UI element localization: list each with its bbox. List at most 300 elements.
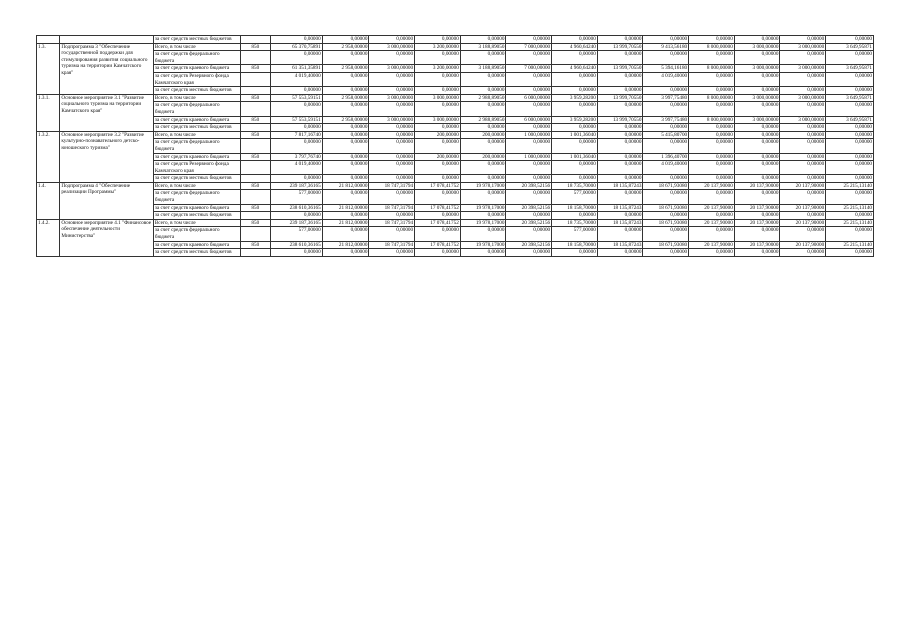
- funding-source-cell: за счет средств краевого бюджета: [153, 204, 240, 212]
- funding-source-cell: за счет средств федерального бюджета: [153, 227, 240, 241]
- amount-cell: 200,00000: [415, 131, 461, 139]
- amount-cell: 0,00000: [597, 87, 643, 95]
- funding-source-cell: за счет средств местных бюджетов: [153, 249, 240, 257]
- amount-cell: 0,00000: [689, 190, 735, 204]
- amount-cell: 0,00000: [689, 51, 735, 65]
- amount-cell: 0,00000: [597, 139, 643, 153]
- amount-cell: 0,00000: [597, 51, 643, 65]
- amount-cell: 0,00000: [322, 102, 369, 116]
- amount-cell: 0,00000: [270, 175, 322, 183]
- funding-source-cell: за счет средств местных бюджетов: [153, 212, 240, 220]
- amount-cell: 0,00000: [643, 249, 689, 257]
- amount-cell: 0,00000: [780, 36, 826, 44]
- amount-cell: 19 978,17000: [460, 219, 506, 227]
- amount-cell: 0,00000: [597, 36, 643, 44]
- amount-cell: 3 000,00000: [369, 94, 415, 102]
- amount-cell: 0,00000: [734, 175, 780, 183]
- amount-cell: 3 959,28200: [552, 94, 598, 102]
- amount-cell: 19 978,17000: [460, 241, 506, 249]
- amount-cell: 0,00000: [415, 227, 461, 241]
- amount-cell: 1 001,36040: [552, 153, 598, 161]
- code-cell: [240, 212, 270, 220]
- amount-cell: 0,00000: [415, 212, 461, 220]
- amount-cell: 0,00000: [322, 87, 369, 95]
- funding-source-cell: за счет средств местных бюджетов: [153, 36, 240, 44]
- code-cell: 850: [240, 65, 270, 73]
- amount-cell: 0,00000: [734, 139, 780, 153]
- amount-cell: 13 999,70550: [597, 43, 643, 51]
- funding-source-cell: за счет средств федерального бюджета: [153, 51, 240, 65]
- amount-cell: 0,00000: [643, 102, 689, 116]
- amount-cell: 0,00000: [780, 102, 826, 116]
- amount-cell: 2 958,00000: [322, 94, 369, 102]
- amount-cell: 25 215,13140: [826, 219, 874, 227]
- amount-cell: 6 000,00000: [506, 116, 552, 124]
- amount-cell: 18 735,70000: [552, 219, 598, 227]
- funding-source-cell: за счет средств местных бюджетов: [153, 124, 240, 132]
- amount-cell: 0,00000: [597, 124, 643, 132]
- table-row: [37, 241, 874, 249]
- code-cell: [240, 36, 270, 44]
- amount-cell: 0,00000: [415, 161, 461, 175]
- funding-source-cell: Всего, в том числе: [153, 219, 240, 227]
- amount-cell: 2 988,89050: [460, 94, 506, 102]
- amount-cell: 20 137,90000: [734, 219, 780, 227]
- code-cell: 850: [240, 182, 270, 190]
- amount-cell: 0,00000: [415, 87, 461, 95]
- amount-cell: 239 187,36165: [270, 182, 322, 190]
- item-name-cell: Основное мероприятие 3.1 "Развитие социального туризма на территории Камчатского края": [60, 94, 153, 131]
- amount-cell: 20 137,90000: [734, 241, 780, 249]
- item-number-cell: 1.4.2.: [37, 219, 60, 256]
- amount-cell: 2 958,00000: [322, 43, 369, 51]
- amount-cell: 0,00000: [506, 161, 552, 175]
- amount-cell: 0,00000: [460, 102, 506, 116]
- funding-source-cell: Всего, в том числе: [153, 94, 240, 102]
- amount-cell: 20 137,90000: [689, 204, 735, 212]
- amount-cell: 8 000,00000: [689, 43, 735, 51]
- amount-cell: 238 610,36165: [270, 204, 322, 212]
- amount-cell: 0,00000: [506, 249, 552, 257]
- amount-cell: 5 394,16180: [643, 65, 689, 73]
- amount-cell: 0,00000: [369, 131, 415, 139]
- amount-cell: 577,00000: [270, 227, 322, 241]
- amount-cell: 0,00000: [369, 51, 415, 65]
- amount-cell: 18 671,93080: [643, 204, 689, 212]
- code-cell: 850: [240, 131, 270, 139]
- amount-cell: 0,00000: [826, 51, 874, 65]
- amount-cell: 0,00000: [506, 139, 552, 153]
- amount-cell: 0,00000: [369, 212, 415, 220]
- amount-cell: 3 000,00000: [780, 65, 826, 73]
- amount-cell: 1 396,40700: [643, 153, 689, 161]
- amount-cell: 0,00000: [322, 36, 369, 44]
- amount-cell: 0,00000: [689, 102, 735, 116]
- amount-cell: 3 000,00000: [415, 94, 461, 102]
- amount-cell: 0,00000: [460, 51, 506, 65]
- code-cell: [240, 87, 270, 95]
- item-number-cell: 1.3.2.: [37, 131, 60, 182]
- amount-cell: 3 649,95871: [826, 94, 874, 102]
- amount-cell: 3 000,00000: [734, 116, 780, 124]
- amount-cell: 0,00000: [780, 51, 826, 65]
- amount-cell: 0,00000: [643, 124, 689, 132]
- amount-cell: 0,00000: [415, 249, 461, 257]
- amount-cell: 0,00000: [734, 51, 780, 65]
- amount-cell: 0,00000: [415, 72, 461, 86]
- table-row: [37, 182, 874, 190]
- funding-source-cell: за счет средств краевого бюджета: [153, 116, 240, 124]
- amount-cell: 0,00000: [826, 212, 874, 220]
- amount-cell: 18 747,31794: [369, 182, 415, 190]
- amount-cell: 0,00000: [689, 36, 735, 44]
- amount-cell: 0,00000: [643, 51, 689, 65]
- amount-cell: 17 078,41752: [415, 241, 461, 249]
- code-cell: [240, 249, 270, 257]
- amount-cell: 0,00000: [826, 249, 874, 257]
- amount-cell: 0,00000: [597, 249, 643, 257]
- amount-cell: 4 960,64240: [552, 43, 598, 51]
- amount-cell: 9 413,56180: [643, 43, 689, 51]
- amount-cell: 18 135,87243: [597, 219, 643, 227]
- amount-cell: 0,00000: [322, 51, 369, 65]
- amount-cell: 0,00000: [415, 124, 461, 132]
- amount-cell: 0,00000: [270, 139, 322, 153]
- amount-cell: 0,00000: [780, 87, 826, 95]
- table-row: [37, 65, 874, 73]
- amount-cell: 0,00000: [506, 87, 552, 95]
- amount-cell: 0,00000: [270, 36, 322, 44]
- amount-cell: 0,00000: [460, 212, 506, 220]
- amount-cell: 18 747,31794: [369, 241, 415, 249]
- amount-cell: 0,00000: [734, 249, 780, 257]
- amount-cell: 0,00000: [552, 175, 598, 183]
- amount-cell: 0,00000: [322, 190, 369, 204]
- amount-cell: 0,00000: [689, 131, 735, 139]
- amount-cell: 0,00000: [689, 139, 735, 153]
- amount-cell: 0,00000: [734, 131, 780, 139]
- code-cell: [240, 190, 270, 204]
- amount-cell: 18 135,87243: [597, 182, 643, 190]
- amount-cell: 4 960,64240: [552, 65, 598, 73]
- amount-cell: 20 398,52156: [506, 204, 552, 212]
- amount-cell: 0,00000: [552, 87, 598, 95]
- amount-cell: 3 000,00000: [780, 94, 826, 102]
- amount-cell: 65 370,75891: [270, 43, 322, 51]
- amount-cell: 20 398,52156: [506, 182, 552, 190]
- amount-cell: 0,00000: [460, 227, 506, 241]
- amount-cell: 0,00000: [780, 227, 826, 241]
- amount-cell: 238 610,36165: [270, 241, 322, 249]
- code-cell: [240, 102, 270, 116]
- amount-cell: 0,00000: [689, 87, 735, 95]
- amount-cell: 200,00000: [460, 153, 506, 161]
- amount-cell: 0,00000: [780, 124, 826, 132]
- amount-cell: 3 000,00000: [780, 43, 826, 51]
- amount-cell: 4 019,40000: [270, 161, 322, 175]
- amount-cell: 0,00000: [597, 153, 643, 161]
- amount-cell: 0,00000: [506, 190, 552, 204]
- amount-cell: 20 398,52156: [506, 241, 552, 249]
- table-row: [37, 190, 874, 204]
- table-row: [37, 219, 874, 227]
- amount-cell: 8 000,00000: [689, 116, 735, 124]
- funding-source-cell: Всего, в том числе: [153, 43, 240, 51]
- amount-cell: 0,00000: [415, 175, 461, 183]
- amount-cell: 0,00000: [597, 72, 643, 86]
- amount-cell: 0,00000: [460, 139, 506, 153]
- amount-cell: 0,00000: [734, 161, 780, 175]
- amount-cell: 19 978,17000: [460, 182, 506, 190]
- amount-cell: 0,00000: [780, 161, 826, 175]
- amount-cell: 17 078,41752: [415, 219, 461, 227]
- amount-cell: 3 200,00000: [415, 65, 461, 73]
- amount-cell: 19 978,17000: [460, 204, 506, 212]
- funding-source-cell: за счет средств федерального бюджета: [153, 102, 240, 116]
- amount-cell: 3 188,89050: [460, 65, 506, 73]
- amount-cell: 0,00000: [552, 72, 598, 86]
- amount-cell: 13 999,70550: [597, 65, 643, 73]
- amount-cell: 0,00000: [826, 227, 874, 241]
- amount-cell: 20 137,90000: [734, 182, 780, 190]
- amount-cell: 18 671,93080: [643, 182, 689, 190]
- amount-cell: 3 000,00000: [369, 65, 415, 73]
- amount-cell: 3 000,00000: [369, 116, 415, 124]
- item-name-cell: [60, 36, 153, 44]
- amount-cell: 0,00000: [734, 36, 780, 44]
- amount-cell: 0,00000: [643, 36, 689, 44]
- amount-cell: 0,00000: [322, 153, 369, 161]
- amount-cell: 0,00000: [506, 175, 552, 183]
- funding-source-cell: за счет средств Резервного фонда Камчатского края: [153, 72, 240, 86]
- amount-cell: 0,00000: [369, 249, 415, 257]
- item-name-cell: Подпрограмма 3 "Обеспечение государственной поддержки для стимулирования развития социального туризма на территории Камчатского края": [60, 43, 153, 94]
- code-cell: [240, 72, 270, 86]
- amount-cell: 0,00000: [369, 153, 415, 161]
- funding-source-cell: за счет средств местных бюджетов: [153, 175, 240, 183]
- amount-cell: 0,00000: [643, 87, 689, 95]
- amount-cell: 239 187,36165: [270, 219, 322, 227]
- amount-cell: 0,00000: [734, 124, 780, 132]
- amount-cell: 18 135,87243: [597, 204, 643, 212]
- amount-cell: 0,00000: [369, 87, 415, 95]
- amount-cell: 21 812,00000: [322, 204, 369, 212]
- amount-cell: 0,00000: [597, 102, 643, 116]
- amount-cell: 0,00000: [506, 212, 552, 220]
- amount-cell: 18 735,70000: [552, 182, 598, 190]
- amount-cell: 0,00000: [415, 36, 461, 44]
- amount-cell: 3 000,00000: [734, 94, 780, 102]
- table-row: [37, 116, 874, 124]
- amount-cell: 0,00000: [689, 161, 735, 175]
- amount-cell: 0,00000: [415, 51, 461, 65]
- amount-cell: 21 812,00000: [322, 241, 369, 249]
- amount-cell: 0,00000: [270, 102, 322, 116]
- amount-cell: 0,00000: [689, 212, 735, 220]
- item-name-cell: Подпрограмма 4 "Обеспечение реализации Программы": [60, 182, 153, 219]
- amount-cell: 0,00000: [643, 190, 689, 204]
- amount-cell: 6 000,00000: [506, 94, 552, 102]
- amount-cell: 0,00000: [552, 212, 598, 220]
- amount-cell: 0,00000: [734, 190, 780, 204]
- amount-cell: 0,00000: [780, 175, 826, 183]
- amount-cell: 0,00000: [369, 175, 415, 183]
- table-row: [37, 51, 874, 65]
- amount-cell: 2 958,00000: [322, 65, 369, 73]
- amount-cell: 20 137,90000: [780, 204, 826, 212]
- code-cell: [240, 124, 270, 132]
- budget-table-sheet: [36, 35, 874, 257]
- amount-cell: 0,00000: [322, 249, 369, 257]
- amount-cell: 0,00000: [369, 102, 415, 116]
- funding-source-cell: за счет средств местных бюджетов: [153, 87, 240, 95]
- code-cell: 850: [240, 116, 270, 124]
- amount-cell: 3 000,00000: [734, 65, 780, 73]
- budget-table: [36, 35, 874, 257]
- amount-cell: 0,00000: [734, 72, 780, 86]
- table-row: [37, 161, 874, 175]
- item-number-cell: [37, 36, 60, 44]
- amount-cell: 0,00000: [369, 139, 415, 153]
- amount-cell: 3 997,75480: [643, 116, 689, 124]
- amount-cell: 0,00000: [552, 124, 598, 132]
- amount-cell: 0,00000: [552, 51, 598, 65]
- amount-cell: 0,00000: [826, 190, 874, 204]
- code-cell: [240, 161, 270, 175]
- amount-cell: 25 215,13140: [826, 204, 874, 212]
- table-row: [37, 36, 874, 44]
- amount-cell: 7 000,00000: [506, 65, 552, 73]
- amount-cell: 0,00000: [597, 131, 643, 139]
- amount-cell: 0,00000: [643, 227, 689, 241]
- amount-cell: 0,00000: [689, 124, 735, 132]
- amount-cell: 0,00000: [689, 72, 735, 86]
- amount-cell: 1 000,00000: [506, 131, 552, 139]
- amount-cell: 0,00000: [552, 161, 598, 175]
- amount-cell: 3 649,95871: [826, 43, 874, 51]
- amount-cell: 0,00000: [734, 87, 780, 95]
- amount-cell: 0,00000: [460, 72, 506, 86]
- amount-cell: 0,00000: [270, 87, 322, 95]
- amount-cell: 0,00000: [552, 36, 598, 44]
- amount-cell: 0,00000: [460, 87, 506, 95]
- amount-cell: 0,00000: [734, 212, 780, 220]
- amount-cell: 18 135,87243: [597, 241, 643, 249]
- code-cell: 850: [240, 43, 270, 51]
- amount-cell: 0,00000: [643, 139, 689, 153]
- code-cell: [240, 227, 270, 241]
- table-row: [37, 139, 874, 153]
- amount-cell: 0,00000: [270, 249, 322, 257]
- table-row: [37, 94, 874, 102]
- item-number-cell: 1.4.: [37, 182, 60, 219]
- funding-source-cell: за счет средств краевого бюджета: [153, 153, 240, 161]
- code-cell: 850: [240, 219, 270, 227]
- amount-cell: 0,00000: [597, 190, 643, 204]
- funding-source-cell: Всего, в том числе: [153, 131, 240, 139]
- amount-cell: 0,00000: [689, 153, 735, 161]
- amount-cell: 0,00000: [506, 102, 552, 116]
- amount-cell: 20 137,90000: [689, 241, 735, 249]
- amount-cell: 0,00000: [597, 161, 643, 175]
- amount-cell: 3 649,95871: [826, 116, 874, 124]
- amount-cell: 0,00000: [270, 212, 322, 220]
- amount-cell: 0,00000: [643, 212, 689, 220]
- amount-cell: 4 019,40000: [270, 72, 322, 86]
- amount-cell: 0,00000: [780, 153, 826, 161]
- amount-cell: 0,00000: [415, 102, 461, 116]
- amount-cell: 0,00000: [322, 227, 369, 241]
- funding-source-cell: за счет средств федерального бюджета: [153, 139, 240, 153]
- funding-source-cell: за счет средств федерального бюджета: [153, 190, 240, 204]
- amount-cell: 0,00000: [734, 102, 780, 116]
- table-row: [37, 227, 874, 241]
- amount-cell: 0,00000: [780, 190, 826, 204]
- amount-cell: 0,00000: [780, 72, 826, 86]
- code-cell: [240, 139, 270, 153]
- amount-cell: 0,00000: [322, 139, 369, 153]
- amount-cell: 8 000,00000: [689, 94, 735, 102]
- amount-cell: 1 001,36040: [552, 131, 598, 139]
- amount-cell: 0,00000: [552, 139, 598, 153]
- amount-cell: 13 999,70550: [597, 94, 643, 102]
- funding-source-cell: за счет средств Резервного фонда Камчатского края: [153, 161, 240, 175]
- amount-cell: 2 958,00000: [322, 116, 369, 124]
- amount-cell: 1 000,00000: [506, 153, 552, 161]
- amount-cell: 18 158,70000: [552, 241, 598, 249]
- amount-cell: 0,00000: [369, 227, 415, 241]
- table-row: [37, 131, 874, 139]
- amount-cell: 18 747,31794: [369, 219, 415, 227]
- table-row: [37, 175, 874, 183]
- code-cell: 850: [240, 153, 270, 161]
- amount-cell: 20 137,90000: [780, 182, 826, 190]
- amount-cell: 3 000,00000: [415, 116, 461, 124]
- amount-cell: 0,00000: [826, 131, 874, 139]
- amount-cell: 20 137,90000: [780, 219, 826, 227]
- table-row: [37, 124, 874, 132]
- amount-cell: 61 351,35891: [270, 65, 322, 73]
- amount-cell: 0,00000: [734, 153, 780, 161]
- amount-cell: 7 000,00000: [506, 43, 552, 51]
- amount-cell: 0,00000: [460, 161, 506, 175]
- amount-cell: 0,00000: [826, 124, 874, 132]
- table-row: [37, 204, 874, 212]
- amount-cell: 18 158,70000: [552, 204, 598, 212]
- amount-cell: 17 078,41752: [415, 204, 461, 212]
- amount-cell: 0,00000: [322, 212, 369, 220]
- amount-cell: 3 797,76740: [270, 153, 322, 161]
- amount-cell: 0,00000: [460, 175, 506, 183]
- amount-cell: 0,00000: [552, 249, 598, 257]
- amount-cell: 3 200,00000: [415, 43, 461, 51]
- amount-cell: 200,00000: [415, 153, 461, 161]
- amount-cell: 0,00000: [552, 102, 598, 116]
- amount-cell: 0,00000: [826, 102, 874, 116]
- funding-source-cell: за счет средств краевого бюджета: [153, 65, 240, 73]
- amount-cell: 0,00000: [780, 212, 826, 220]
- table-row: [37, 212, 874, 220]
- item-name-cell: Основное мероприятие 3.2 "Развитие культурно-познавательного детско-юношеского туризма": [60, 131, 153, 182]
- amount-cell: 0,00000: [322, 161, 369, 175]
- code-cell: [240, 175, 270, 183]
- amount-cell: 0,00000: [780, 139, 826, 153]
- amount-cell: 0,00000: [369, 124, 415, 132]
- amount-cell: 0,00000: [506, 227, 552, 241]
- amount-cell: 5 415,80700: [643, 131, 689, 139]
- amount-cell: 0,00000: [322, 175, 369, 183]
- amount-cell: 0,00000: [270, 51, 322, 65]
